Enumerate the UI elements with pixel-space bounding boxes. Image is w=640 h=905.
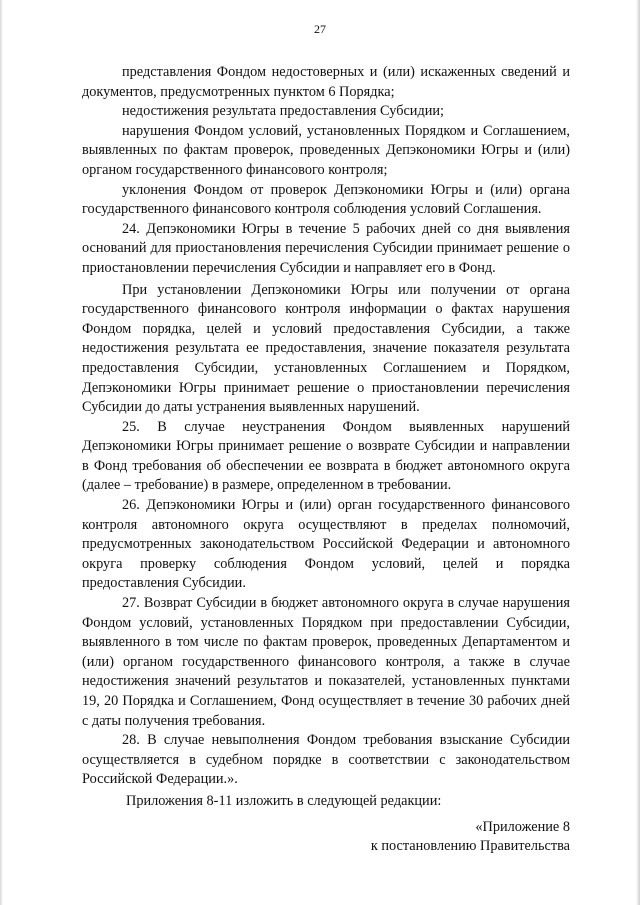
paragraph-24: 24. Депэкономики Югры в течение 5 рабочих дней со дня выявления оснований для приостановления перечисления Субсидии принимает решение о приостановлении перечисления Субсидии и направляет его в Фонд.: [82, 220, 570, 276]
paragraph-26: 26. Депэкономики Югры и (или) орган государственного финансового контроля автономного округа осуществляют в пределах полномочий, предусмотренных законодательством Российской Федерации и автономного округа проверку соблюдения Фондом условий, целей и порядка предоставления Субсидии.: [82, 497, 570, 592]
appendix-subtitle: к постановлению Правительства: [370, 838, 570, 855]
document-body: [82, 63, 570, 857]
paragraph-4: уклонения Фондом от проверок Депэкономики Югры и (или) органа государственного финансового контроля соблюдения условий Соглашения.: [82, 181, 570, 218]
page-number: 27: [314, 22, 326, 36]
paragraph-28: 28. В случае невыполнения Фондом требования взыскание Субсидии осуществляется в судебном порядке в соответствии с законодательством Российской Федерации.».: [82, 732, 570, 788]
appendix-header: [82, 818, 570, 857]
appendix-title: «Приложение 8: [475, 818, 570, 835]
paragraph-3: нарушения Фондом условий, установленных Порядком и Соглашением, выявленных по фактам проверок, проведенных Депэкономики Югры и (или) органом государственного финансового контроля;: [82, 122, 570, 178]
paragraph-2: недостижения результата предоставления Субсидии;: [122, 103, 445, 120]
paragraph-27: 27. Возврат Субсидии в бюджет автономного округа в случае нарушения Фондом условий, установленных Порядком при предоставлении Субсидии, выявленного в том числе по фактам проверок, проведенных Департаментом и (или) органом государственного финансового контроля, а также в случае недостижения значений результатов и показателей, установленных пунктами 19, 20 Порядка и Соглашением, Фонд осуществляет в течение 30 рабочих дней с даты получения требования.: [82, 595, 570, 729]
scan-edge-left: [0, 0, 3, 905]
scan-edge-right: [636, 0, 640, 905]
paragraph-24-continued: При установлении Депэкономики Югры или получении от органа государственного финансового контроля информации о фактах нарушения Фондом порядка, целей и условий предоставления Субсидии, а также недостижения результата ее предоставления, значение показателя результата предоставления Субсидии, установленных Соглашением и Порядком, Депэкономики Югры принимает решение о приостановлении перечисления Субсидии до даты устранения выявленных нарушений.: [82, 281, 570, 416]
paragraph-25: 25. В случае неустранения Фондом выявленных нарушений Депэкономики Югры принимает решение о возврате Субсидии и направлении в Фонд требования об обеспечении ее возврата в бюджет автономного округа (далее – требование) в размере, определенном в требовании.: [82, 418, 570, 494]
instruction-line: Приложения 8-11 изложить в следующей редакции:: [126, 792, 442, 809]
paragraph-1: представления Фондом недостоверных и (или) искаженных сведений и документов, предусмотренных пунктом 6 Порядка;: [82, 64, 570, 100]
